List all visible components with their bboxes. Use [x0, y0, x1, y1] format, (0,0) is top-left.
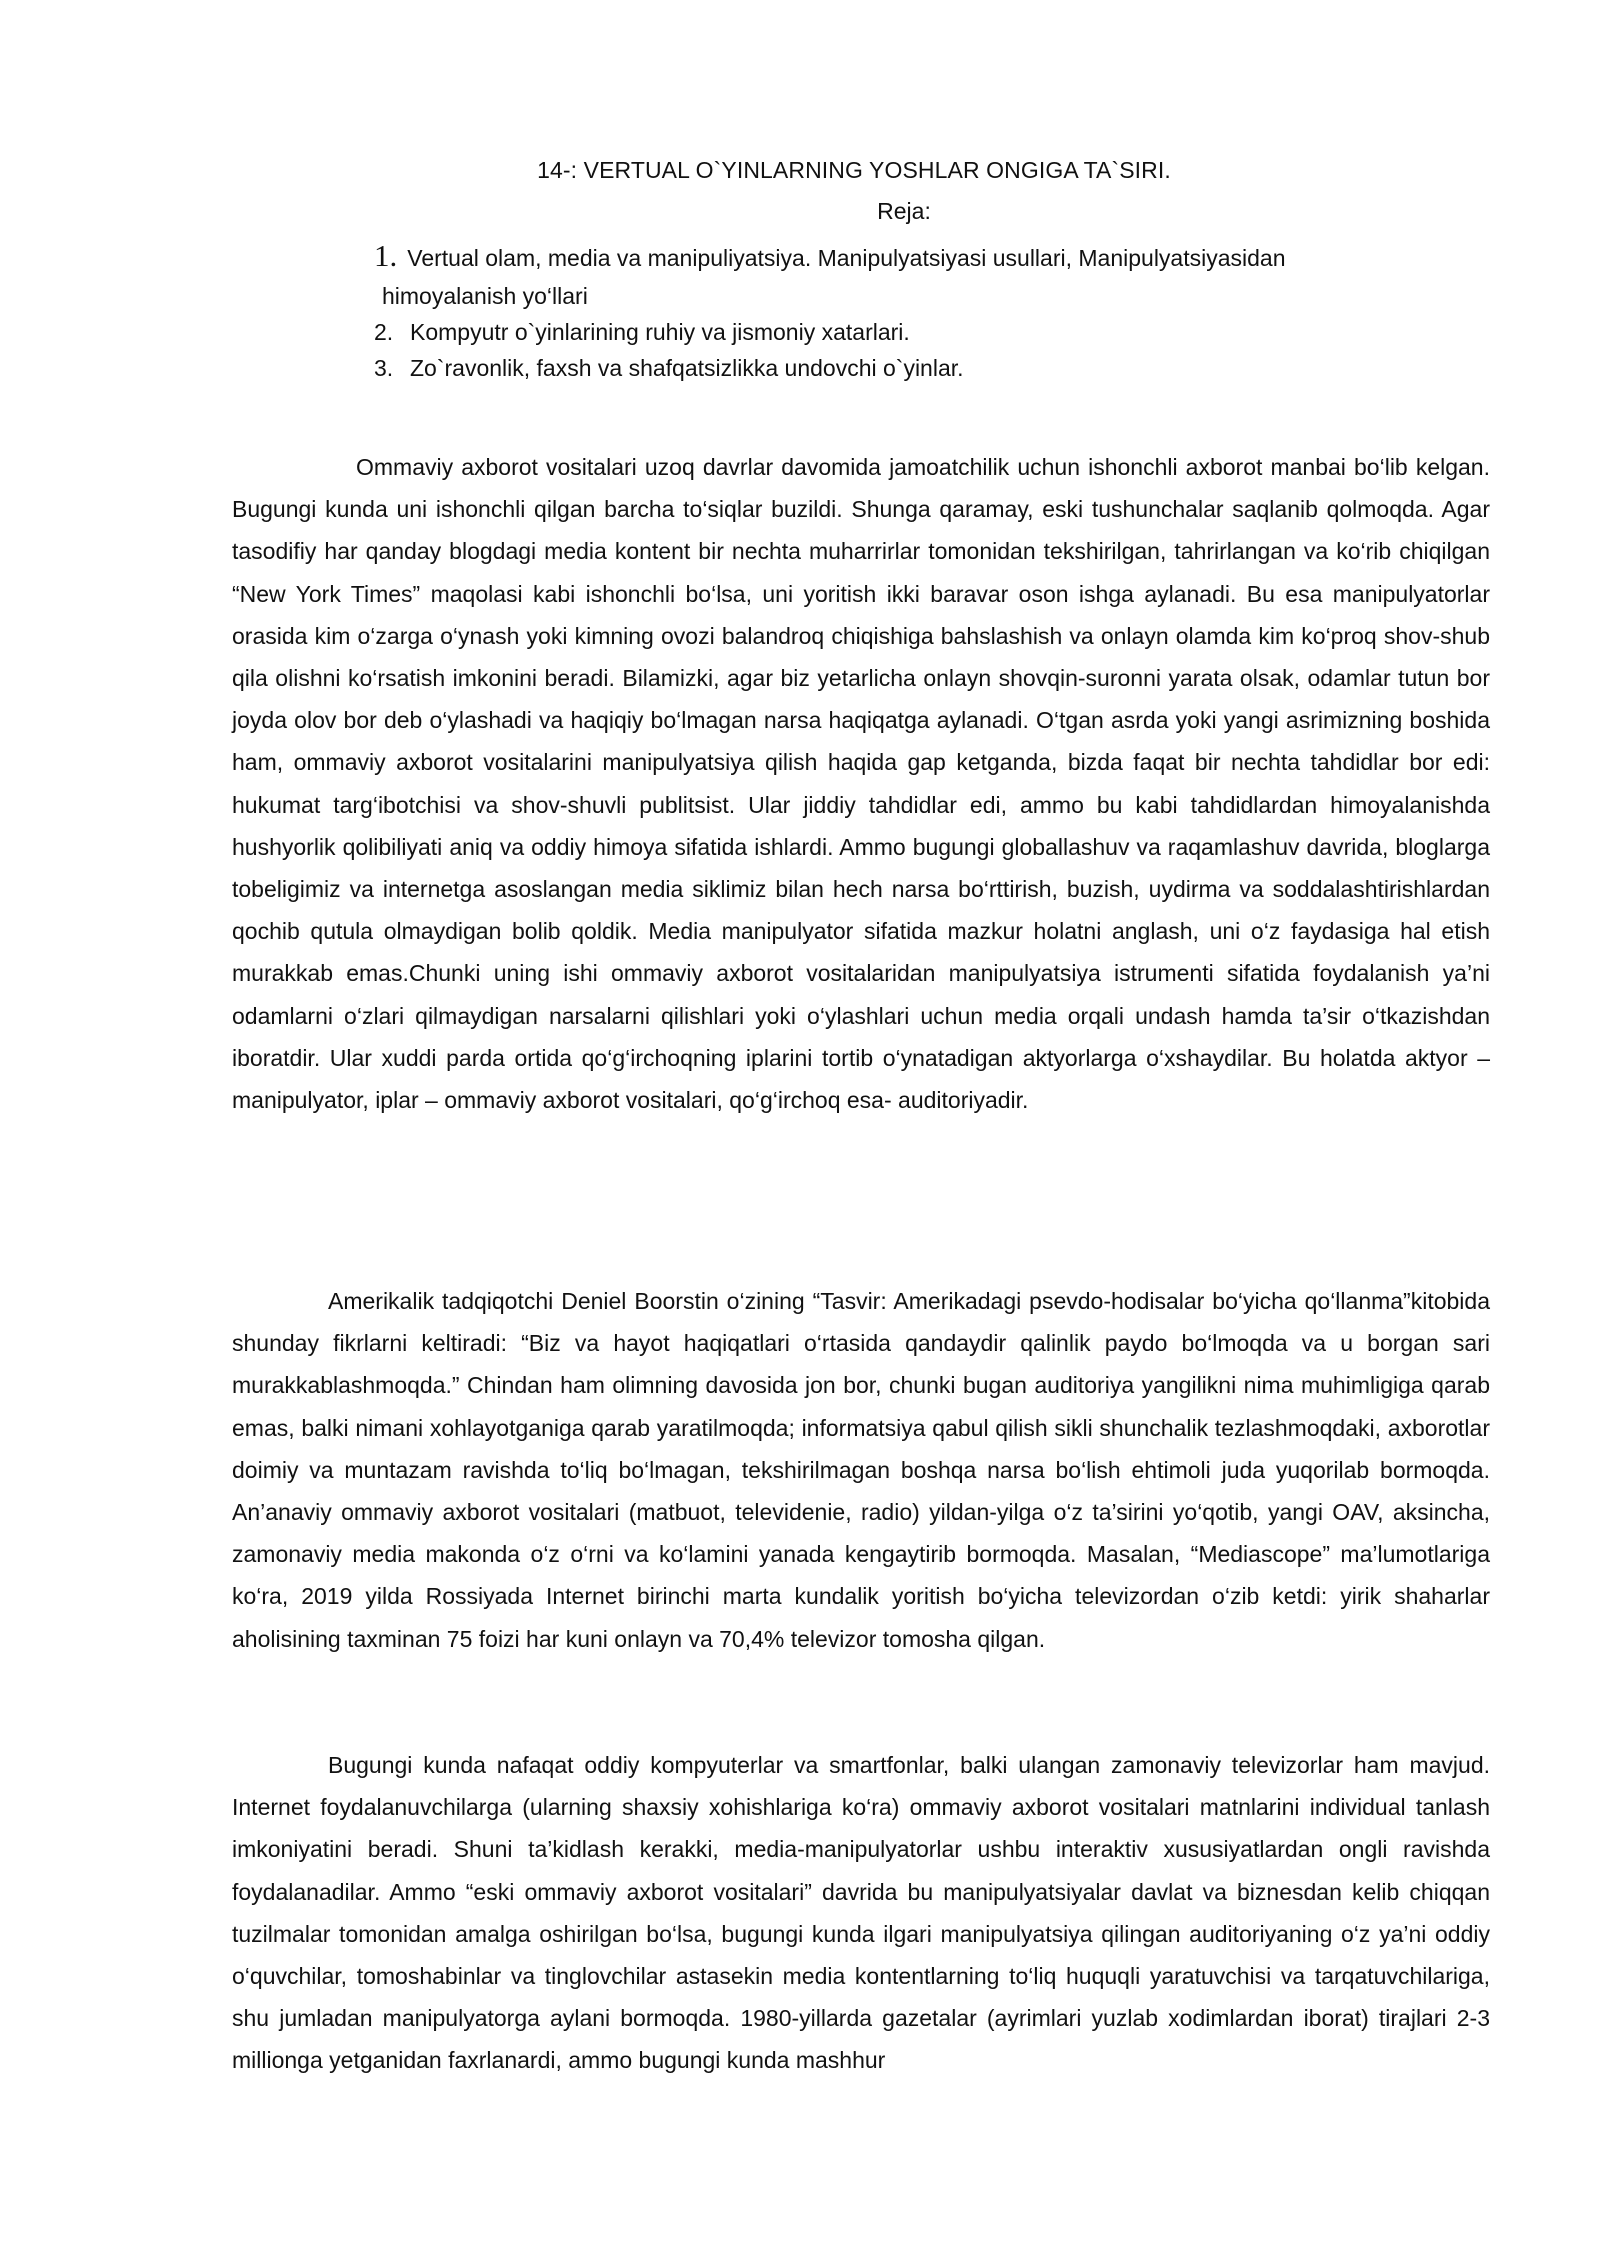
plan-item-number: 2. — [374, 319, 394, 345]
plan-item-1-continuation: himoyalanish yo‘llari — [382, 283, 588, 309]
plan-item-text: Vertual olam, media va manipuliyatsiya. Manipulyatsiyasi usullari, Manipulyatsiyasidan — [407, 245, 1286, 271]
plan-item-number: 1. — [374, 238, 398, 273]
plan-item-2 — [374, 314, 1490, 350]
plan-item-number: 3. — [374, 355, 394, 381]
plan-item-text: Zo`ravonlik, faxsh va shafqatsizlikka undovchi o`yinlar. — [410, 355, 964, 381]
plan-item-text: Kompyutr o`yinlarining ruhiy va jismoniy xatarlari. — [410, 319, 910, 345]
document-title: 14-: VERTUAL O`YINLARNING YOSHLAR ONGIGA TA`SIRI. — [537, 157, 1171, 183]
plan-list — [374, 236, 1490, 386]
plan-heading: Reja: — [877, 198, 931, 224]
paragraph-boorstin: Amerikalik tadqiqotchi Deniel Boorstin o‘zining “Tasvir: Amerikadagi psevdo-hodisalar bo‘yicha qo‘llanma”kitobida shunday fikrlarni keltiradi: “Biz va hayot haqiqatlari o‘rtasida qandaydir qalinlik paydo bo‘lmoqda va u borgan sari murakkablashmoqda.” Chindan ham olimning davosida jon bor, chunki bugan auditoriya yangilikni nima muhimligiga qarab emas, balki nimani xohlayotganiga qarab yaratilmoqda; informatsiya qabul qilish sikli shunchalik tezlashmoqdaki, axborotlar doimiy va muntazam ravishda to‘liq bo‘lmagan, tekshirilmagan boshqa narsa bo‘lish ehtimoli juda yuqorilab bormoqda. An’anaviy ommaviy axborot vositalari (matbuot, televidenie, radio) yildan-yilga o‘z ta’sirini yo‘qotib, yangi OAV, aksincha, zamonaviy media makonda o‘z o‘rni va ko‘lamini yanada kengaytirib bormoqda. Masalan, “Mediascope” ma’lumotlariga ko‘ra, 2019 yilda Rossiyada Internet birinchi marta kundalik yoritish bo‘yicha televizordan o‘zib ketdi: yirik shaharlar aholisining taxminan 75 foizi har kuni onlayn va 70,4% televizor tomosha qilgan. — [232, 1288, 1490, 1652]
plan-item-1 — [374, 236, 1490, 278]
plan-item-3 — [374, 350, 1490, 386]
paragraph-media-manipulation: Ommaviy axborot vositalari uzoq davrlar davomida jamoatchilik uchun ishonchli axborot manbai bo‘lib kelgan. Bugungi kunda uni ishonchli qilgan barcha to‘siqlar buzildi. Shunga qaramay, eski tushunchalar saqlanib qolmoqda. Agar tasodifiy har qanday blogdagi media kontent bir nechta muharrirlar tomonidan tekshirilgan, tahrirlangan va ko‘rib chiqilgan “New York Times” maqolasi kabi ishonchli bo‘lsa, uni yoritish ikki baravar oson ishga aylanadi. Bu esa manipulyatorlar orasida kim o‘zarga o‘ynash yoki kimning ovozi balandroq chiqishiga bahslashish va onlayn olamda kim ko‘proq shov-shub qila olishni ko‘rsatish imkonini beradi. Bilamizki, agar biz yetarlicha onlayn shovqin-suronni yarata olsak, odamlar tutun bor joyda olov bor deb o‘ylashadi va haqiqiy bo‘lmagan narsa haqiqatga aylanadi. O‘tgan asrda yoki yangi asrimizning boshida ham, ommaviy axborot vositalarini manipulyatsiya qilish haqida gap ketganda, bizda faqat bir nechta tahdidlar bor edi: hukumat targ‘ibotchisi va shov-shuvli publitsist. Ular jiddiy tahdidlar edi, ammo bu kabi tahdidlardan himoyalanishda hushyorlik qolibiliyati aniq va oddiy himoya sifatida ishlardi. Ammo bugungi globallashuv va raqamlashuv davrida, bloglarga tobeligimiz va internetga asoslangan media siklimiz bilan hech narsa bo‘rttirish, buzish, uydirma va soddalashtirishlardan qochib qutula olmaydigan bolib qoldik. Media manipulyator sifatida mazkur holatni anglash, uni o‘z faydasiga hal etish murakkab emas.Chunki uning ishi ommaviy axborot vositalaridan manipulyatsiya istrumenti sifatida foydalanish ya’ni odamlarni o‘zlari qilmaydigan narsalarni qilishlari yoki o‘ylashlari uchun media orqali undash hamda ta’sir o‘tkazishdan iboratdir. Ular xuddi parda ortida qo‘g‘irchoqning iplarini tortib o‘ynatadigan aktyorlarga o‘xshaydilar. Bu holatda aktyor –manipulyator, iplar – ommaviy axborot vositalari, qo‘g‘irchoq esa- auditoriyadir. — [232, 454, 1490, 1114]
paragraph-modern-media: Bugungi kunda nafaqat oddiy kompyuterlar va smartfonlar, balki ulangan zamonaviy televizorlar ham mavjud. Internet foydalanuvchilarga (ularning shaxsiy xohishlariga ko‘ra) ommaviy axborot vositalari matnlarini individual tanlash imkoniyatini beradi. Shuni ta’kidlash kerakki, media-manipulyatorlar ushbu interaktiv xususiyatlardan ongli ravishda foydalanadilar. Ammo “eski ommaviy axborot vositalari” davrida bu manipulyatsiyalar davlat va biznesdan kelib chiqqan tuzilmalar tomonidan amalga oshirilgan bo‘lsa, bugungi kunda ilgari manipulyatsiya qilingan auditoriyaning o‘z ya’ni oddiy o‘quvchilar, tomoshabinlar va tinglovchilar astasekin media kontentlarning to‘liq huquqli yaratuvchisi va tarqatuvchilariga, shu jumladan manipulyatorga aylani bormoqda. 1980-yillarda gazetalar (ayrimlari yuzlab xodimlardan iborat) tirajlari 2-3 millionga yetganidan faxrlanardi, ammo bugungi kunda mashhur — [232, 1752, 1490, 2074]
